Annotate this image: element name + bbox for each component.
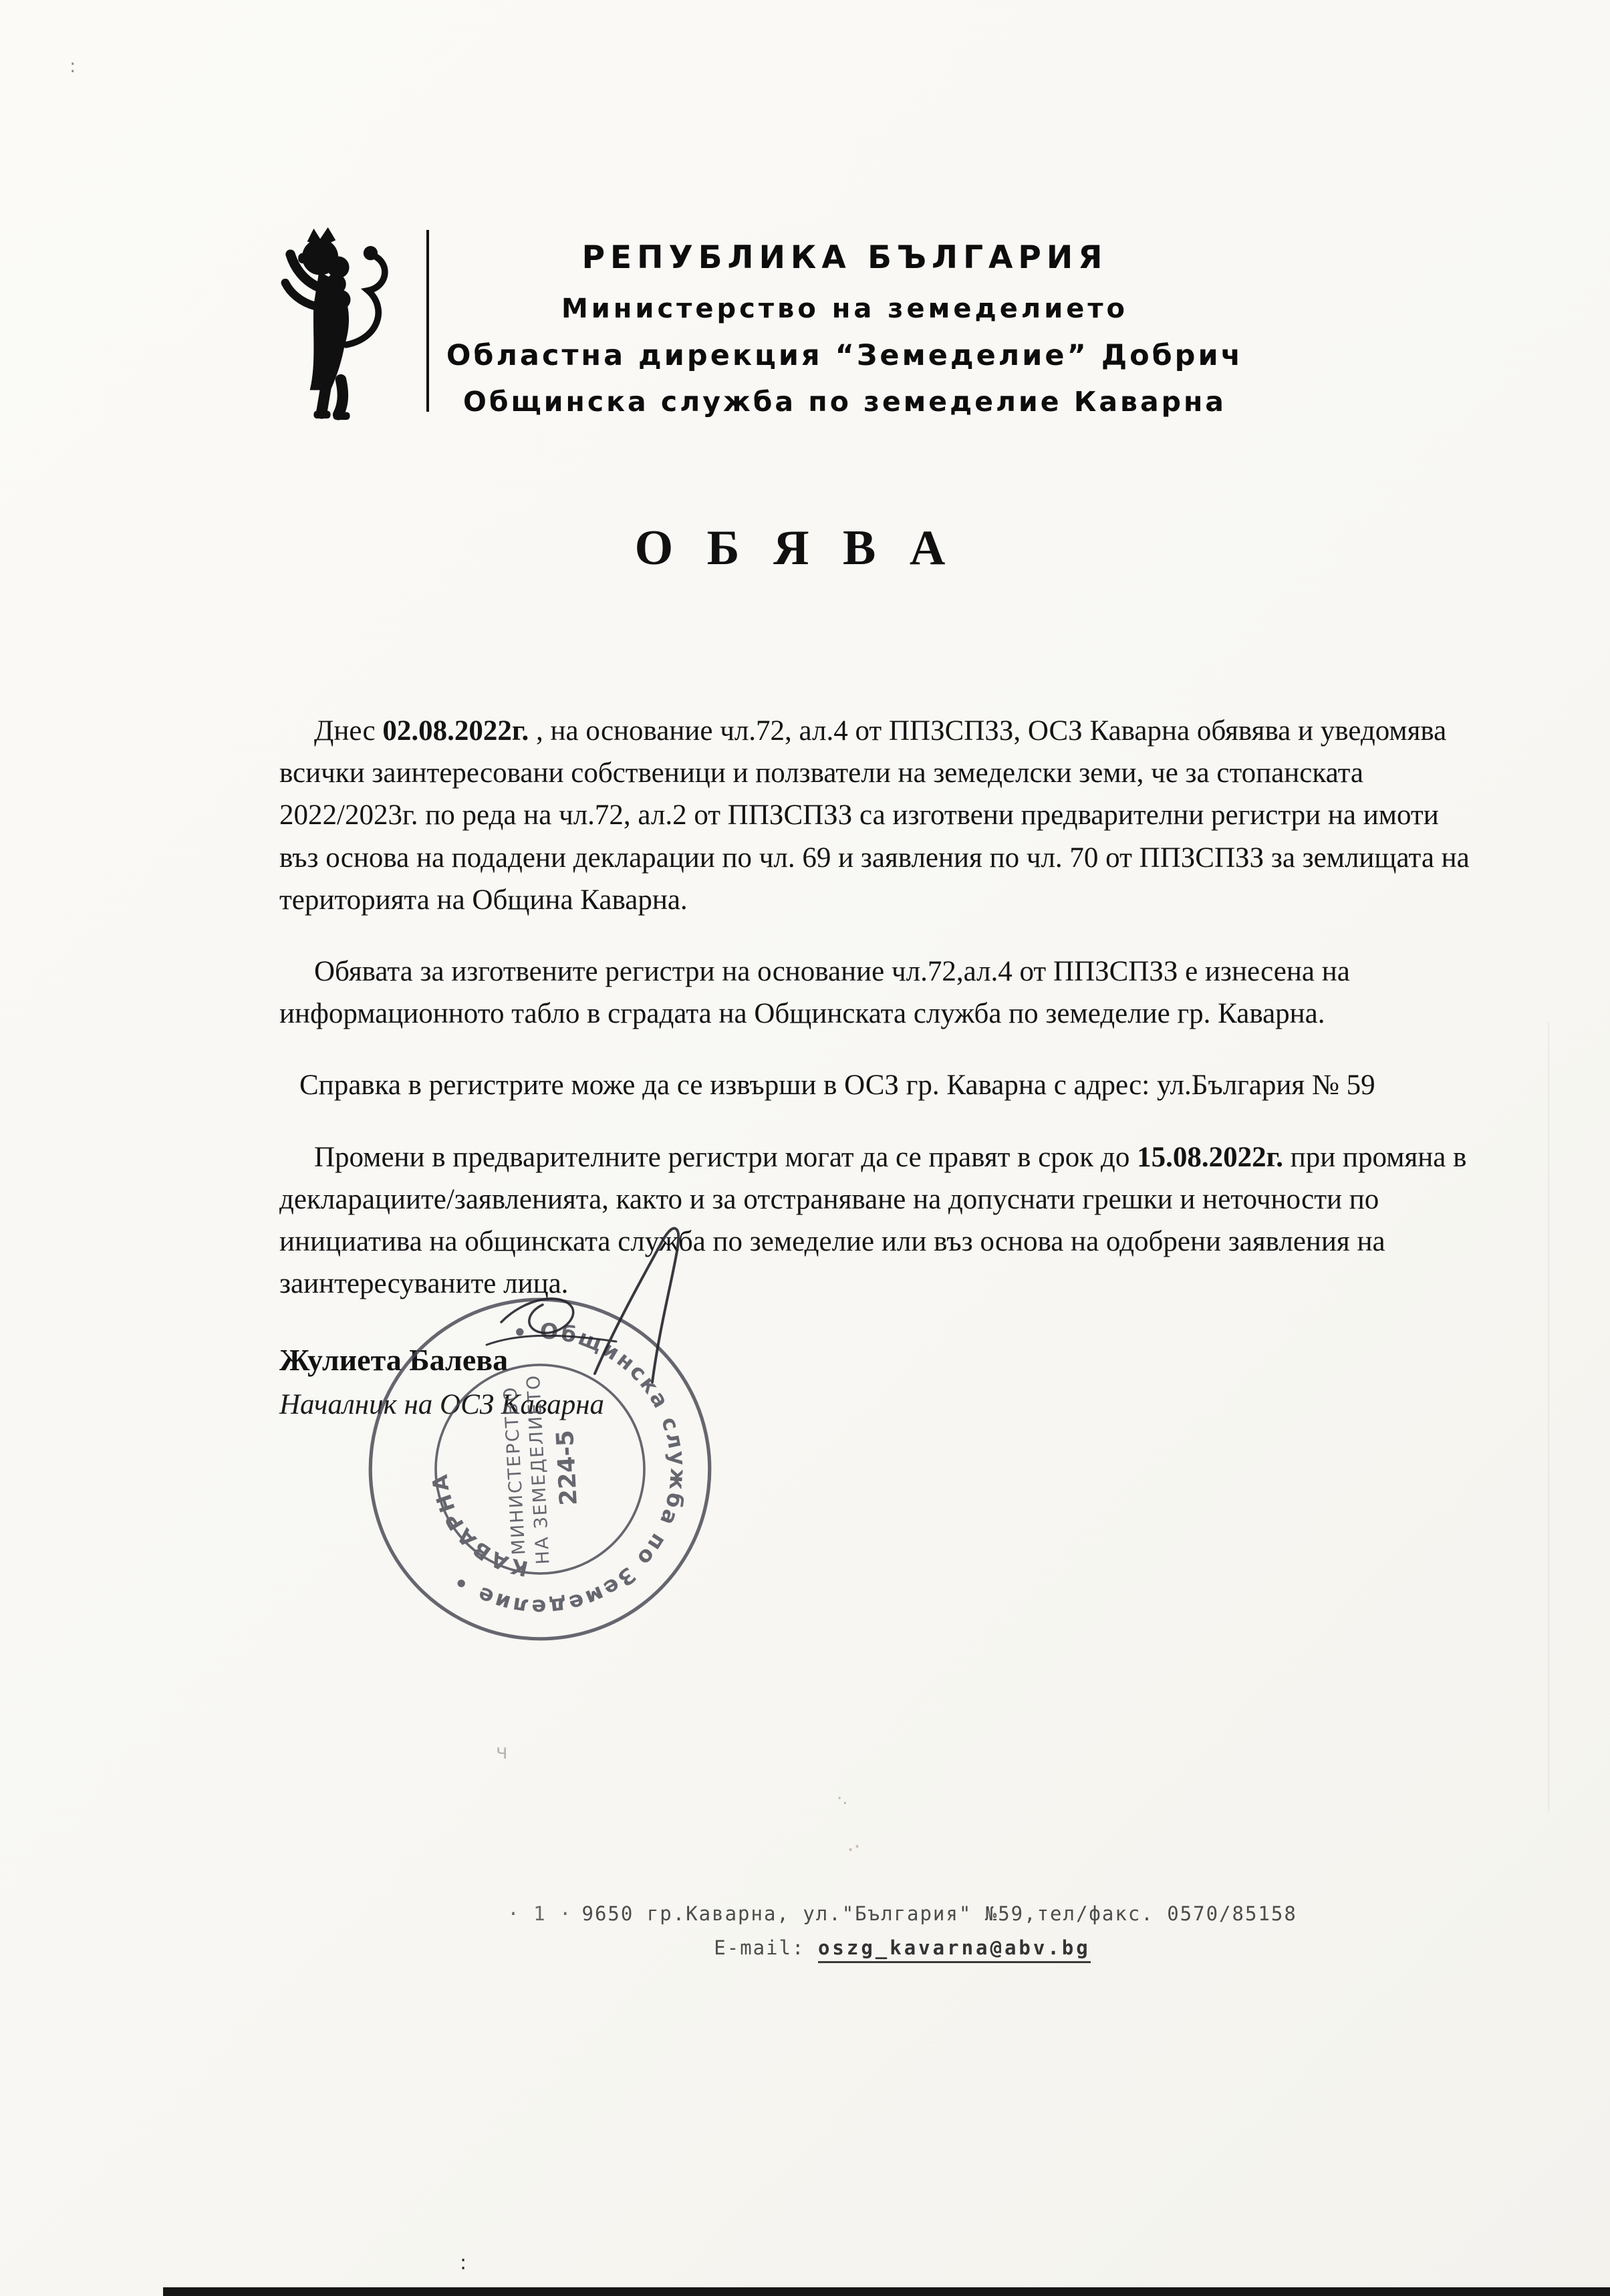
scan-edge-artifact bbox=[163, 2287, 1610, 2296]
scan-noise-mark: ч bbox=[496, 1741, 508, 1764]
scan-noise-mark: : bbox=[70, 55, 76, 77]
deadline-date: 15.08.2022г. bbox=[1137, 1141, 1284, 1173]
footer-address: 9650 гр.Каварна, ул."България" №59,тел/факс. 0570/85158 bbox=[581, 1902, 1297, 1925]
scan-noise-mark: ⸳· bbox=[847, 1833, 861, 1860]
stamp-number: 224-5 bbox=[551, 1429, 583, 1507]
signer-role: Началник на ОСЗ Каварна bbox=[279, 1389, 605, 1420]
paragraph-announcement bbox=[279, 710, 1482, 921]
coat-of-arms-lion-icon bbox=[274, 227, 408, 421]
stamp-inner-line2: НА ЗЕМЕДЕЛИЕТО bbox=[523, 1374, 554, 1565]
letterhead-text bbox=[444, 227, 1246, 418]
letterhead-divider bbox=[426, 230, 429, 412]
p1-pre: Днес bbox=[314, 715, 383, 747]
announcement-date: 02.08.2022г. bbox=[382, 715, 529, 747]
scan-noise-mark: : bbox=[460, 2251, 467, 2275]
paragraph-notice-board: Обявата за изготвените регистри на основание чл.72,ал.4 от ППЗСПЗЗ е изнесена на информационното табло в сградата на Общинската служба по земеделие гр. Каварна. bbox=[279, 956, 1350, 1030]
footer-address-line bbox=[194, 1902, 1610, 1925]
p4-pre: Промени в предварителните регистри могат да се правят в срок до bbox=[314, 1141, 1137, 1173]
signer-name: Жулиета Балева bbox=[279, 1343, 509, 1377]
scan-noise-dots: · 1 · bbox=[507, 1902, 573, 1925]
municipal-service-name: Общинска служба по земеделие Каварна bbox=[463, 386, 1226, 418]
letterhead bbox=[274, 227, 1246, 421]
stamp-inner-line1: МИНИСТЕРСТВО bbox=[500, 1385, 530, 1556]
directorate-name: Областна дирекция “Земеделие” Добрич bbox=[446, 339, 1244, 372]
scan-noise-mark: ·. bbox=[837, 1789, 848, 1809]
document-title: О Б Я В А bbox=[634, 521, 956, 576]
document-body bbox=[279, 710, 1482, 1334]
paragraph-deadline bbox=[279, 1136, 1482, 1305]
document-footer bbox=[194, 1902, 1610, 1959]
scan-crease-line bbox=[1548, 1023, 1549, 1811]
handwritten-signature bbox=[461, 1203, 782, 1424]
p4-post: при промяна в декларациите/заявленията, както и за отстраняване на допуснати грешки и неточности по инициатива на общинската служба по земеделие или въз основа на одобрени заявления на заинтересуваните лица. bbox=[279, 1141, 1467, 1300]
p1-post: , на основание чл.72, ал.4 от ППЗСПЗЗ, ОСЗ Каварна обявява и уведомява всички заинтересовани собственици и ползватели на земеделски земи, че за стопанската 2022/2023г. по реда на чл.72, ал.2 от ППЗСПЗЗ са изготвени предварителни регистри на имоти въз основа на подадени декларации по чл. 69 и заявления по чл. 70 от ППЗСПЗЗ за землищата на територията на Община Каварна. bbox=[279, 715, 1470, 916]
country-name: РЕПУБЛИКА БЪЛГАРИЯ bbox=[581, 239, 1108, 276]
stamp-city-text: КАВАРНА bbox=[428, 1471, 531, 1581]
footer-email-line bbox=[194, 1936, 1610, 1959]
email-address: oszg_kavarna@abv.bg bbox=[818, 1936, 1091, 1963]
stamp-ring-text: • Общинска служба по Земеделие • bbox=[446, 1317, 692, 1620]
ministry-name: Министерство на земеделието bbox=[561, 293, 1129, 324]
paragraph-inquiry-address: Справка в регистрите може да се извърши в ОСЗ гр. Каварна с адрес: ул.България № 59 bbox=[299, 1069, 1375, 1102]
email-label: E-mail: bbox=[714, 1936, 805, 1959]
